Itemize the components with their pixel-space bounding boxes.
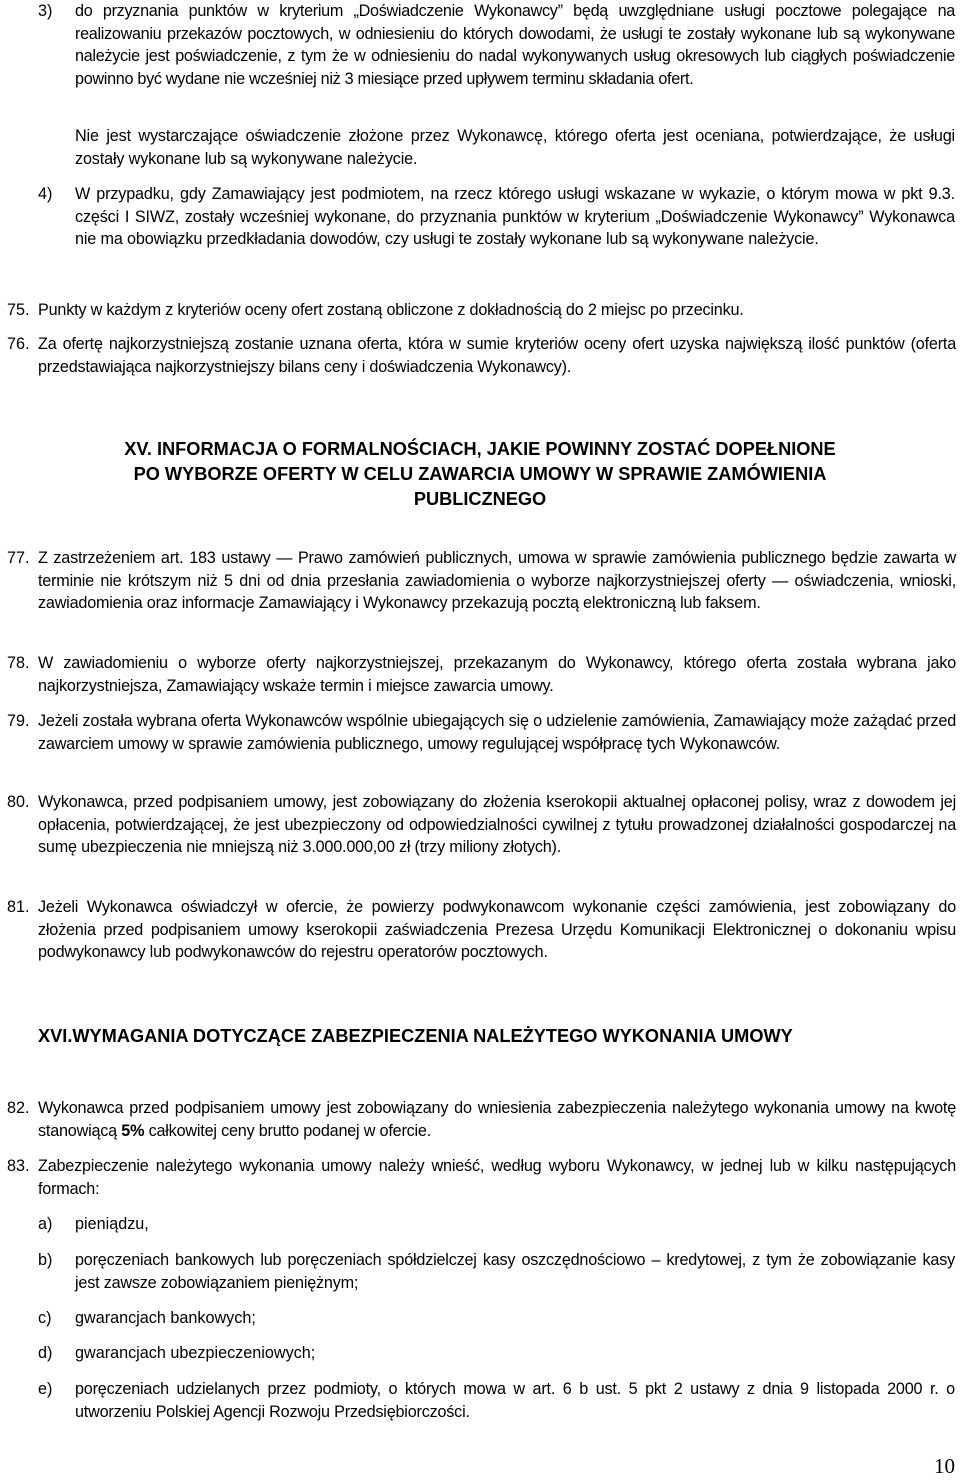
item-4-text: W przypadku, gdy Zamawiający jest podmiotem, na rzecz którego usługi wskazane w wykazie, o którym mowa w pkt 9.3. części I SIWZ, zostały wcześniej wykonane, do przyznania punktów w kryterium „Doświadczenie Wykonawcy” Wykonawca nie ma obowiązku przedkładania dowodów, czy usługi te zostały wykonane lub są wykonywane należycie. (75, 185, 955, 248)
option-d-text: gwarancjach ubezpieczeniowych; (75, 1344, 316, 1362)
option-d-label: d) (38, 1344, 53, 1362)
item-82-text-after: całkowitej ceny brutto podanej w ofercie. (144, 1121, 432, 1140)
item-77-text: Z zastrzeżeniem art. 183 ustawy ― Prawo zamówień publicznych, umowa w sprawie zamówienia publicznego będzie zawarta w terminie nie krótszym niż 5 dni od dnia przesłania zawiadomienia o wyborze najkorzystniejszej oferty ― oświadczenia, wnioski, zawiadomienia oraz informacje Zamawiający i Wykonawcy przekazują pocztą elektroniczną lub faksem. (38, 549, 956, 612)
item-4-label: 4) (38, 185, 53, 203)
item-82-label: 82. (7, 1099, 30, 1117)
section-15-heading-line-3: PUBLICZNEGO (413, 489, 547, 509)
option-e-label: e) (38, 1380, 53, 1398)
item-83-label: 83. (7, 1157, 30, 1175)
item-3-note: Nie jest wystarczające oświadczenie złożone przez Wykonawcę, którego oferta jest oceniana, potwierdzające, że usługi zostały wykonane lub są wykonywane należycie. (75, 127, 955, 168)
item-80-label: 80. (7, 793, 30, 811)
item-75-text: Punkty w każdym z kryteriów oceny ofert zostaną obliczone z dokładnością do 2 miejsc po przecinku. (38, 301, 744, 319)
item-82-text-before: Wykonawca przed podpisaniem umowy jest zobowiązany do wniesienia zabezpieczenia należytego wykonania umowy na kwotę stanowiącą (38, 1099, 956, 1140)
page-number: 10 (934, 1454, 955, 1478)
item-3-text: do przyznania punktów w kryterium „Doświadczenie Wykonawcy” będą uwzględniane usługi pocztowe polegające na realizowaniu przekazów pocztowych, w odniesieniu do których dowodami, że usługi te zostały wykonane lub są wykonywane należycie jest poświadczenie, z tym że w odniesieniu do nadal wykonywanych usług okresowych lub ciągłych poświadczenie powinno być wydane nie wcześniej niż 3 miesiące przed upływem terminu składania ofert. (75, 2, 955, 88)
item-82-text (38, 1097, 956, 1142)
item-78-text: W zawiadomieniu o wyborze oferty najkorzystniejszej, przekazanym do Wykonawcy, którego oferta została wybrana jako najkorzystniejsza, Zamawiający wskaże termin i miejsce zawarcia umowy. (38, 654, 956, 695)
item-82-percent: 5% (121, 1121, 145, 1140)
option-b-label: b) (38, 1251, 53, 1269)
option-c-text: gwarancjach bankowych; (75, 1309, 256, 1327)
item-78-label: 78. (7, 654, 30, 672)
item-75-label: 75. (7, 301, 30, 319)
item-76-label: 76. (7, 335, 30, 353)
item-3-label: 3) (38, 2, 53, 20)
item-81-label: 81. (7, 898, 30, 916)
section-15-heading-line-1: XV. INFORMACJA O FORMALNOŚCIACH, JAKIE POWINNY ZOSTAĆ DOPEŁNIONE (124, 439, 836, 459)
item-83-text: Zabezpieczenie należytego wykonania umowy należy wnieść, według wyboru Wykonawcy, w jednej lub w kilku następujących formach: (38, 1157, 956, 1198)
option-b-text: poręczeniach bankowych lub poręczeniach spółdzielczej kasy oszczędnościowo – kredytowej, z tym że zobowiązanie kasy jest zawsze zobowiązaniem pieniężnym; (75, 1251, 955, 1292)
option-c-label: c) (38, 1309, 52, 1327)
item-77-label: 77. (7, 549, 30, 567)
item-79-text: Jeżeli została wybrana oferta Wykonawców wspólnie ubiegających się o udzielenie zamówienia, Zamawiający może zażądać przed zawarciem umowy w sprawie zamówienia publicznego, umowy regulującej współpracę tych Wykonawców. (38, 712, 956, 753)
section-16-heading: XVI.WYMAGANIA DOTYCZĄCE ZABEZPIECZENIA NALEŻYTEGO WYKONANIA UMOWY (38, 1026, 793, 1046)
option-a-label: a) (38, 1215, 53, 1233)
section-15-heading-line-2: PO WYBORZE OFERTY W CELU ZAWARCIA UMOWY W SPRAWIE ZAMÓWIENIA (133, 464, 827, 484)
item-80-text: Wykonawca, przed podpisaniem umowy, jest zobowiązany do złożenia kserokopii aktualnej opłaconej polisy, wraz z dowodem jej opłacenia, potwierdzającej, że jest ubezpieczony od odpowiedzialności cywilnej z tytułu prowadzonej działalności gospodarczej na sumę ubezpieczenia nie mniejszą niż 3.000.000,00 zł (trzy miliony złotych). (38, 793, 956, 856)
item-79-label: 79. (7, 712, 30, 730)
option-e-text: poręczeniach udzielanych przez podmioty, o których mowa w art. 6 b ust. 5 pkt 2 ustawy z dnia 9 listopada 2000 r. o utworzeniu Polskiej Agencji Rozwoju Przedsiębiorczości. (75, 1380, 955, 1421)
option-a-text: pieniądzu, (75, 1215, 149, 1233)
item-76-text: Za ofertę najkorzystniejszą zostanie uznana oferta, która w sumie kryteriów oceny ofert uzyska największą ilość punktów (oferta przedstawiająca najkorzystniejszy bilans ceny i doświadczenia Wykonawcy). (38, 335, 956, 376)
item-81-text: Jeżeli Wykonawca oświadczył w ofercie, że powierzy podwykonawcom wykonanie części zamówienia, jest zobowiązany do złożenia przed podpisaniem umowy kserokopii zaświadczenia Prezesa Urzędu Komunikacji Elektronicznej o dokonaniu wpisu podwykonawcy lub podwykonawców do rejestru operatorów pocztowych. (38, 898, 956, 961)
